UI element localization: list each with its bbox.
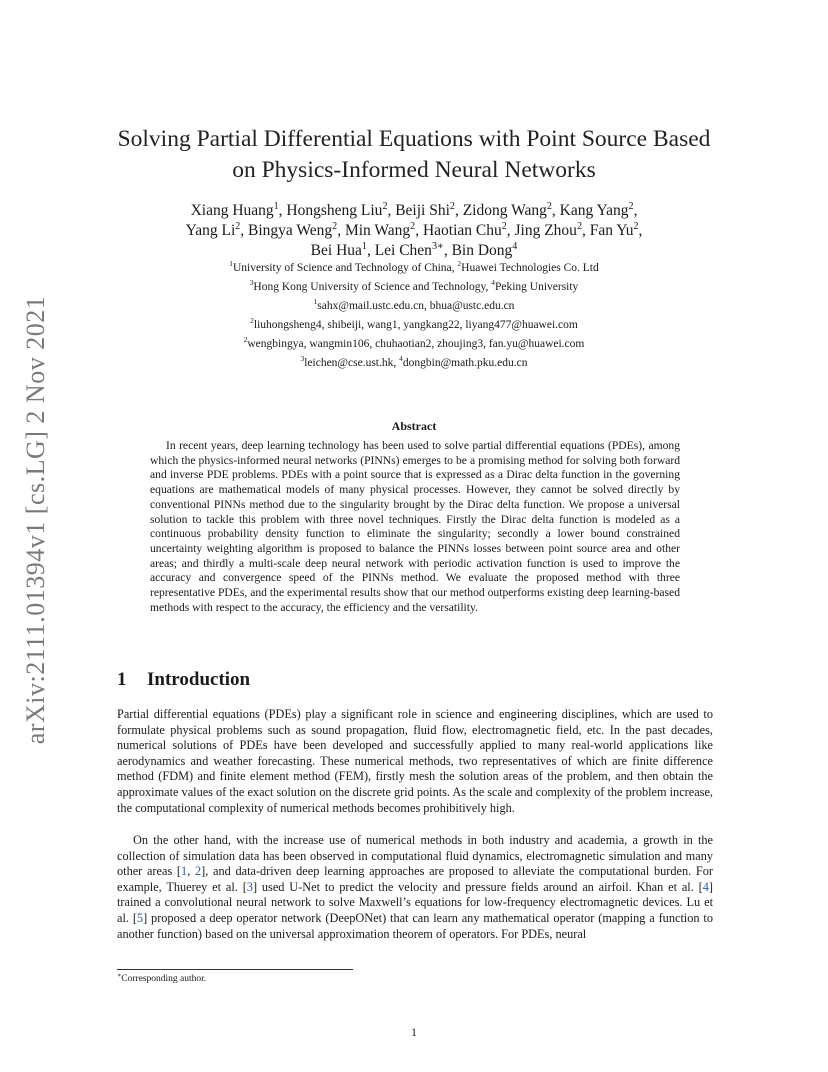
author-affiliation-marker: 1 <box>361 240 367 252</box>
author-affiliation-marker: 2 <box>501 220 507 232</box>
author-list: Xiang Huang$^1$, Hongsheng Liu$^2$, Beiji Shi$^2$, Zidong Wang$^2$, Kang Yang$^2$, Yang Li$^2$, Bingya Weng$^2$, Min Wang$^2$, Haotian Chu$^2$, Jing Zhou$^2$, Fan Yu$^2$, Bei Hua$^1$, Lei Chen$^{3∗}$, Bin Dong$^4$ <box>185 200 643 259</box>
intro-paragraph-2: On the other hand, with the increase use of numerical methods in both industry and academia, a growth in the collection of simulation data has been observed in computational fluid dynamics, electromagnetic simulation and many other areas [1, 2], and data-driven deep learning approaches are proposed to alleviate the computational burden. For example, Thuerey et al. [3] used U-Net to predict the velocity and pressure fields around an airfoil. Khan et al. [4] trained a convolutional neural network to solve Maxwell’s equations for low-frequency electromagnetic devices. Lu et al. [5] proposed a deep operator network (DeepONet) that can learn any mathematical operator (mapping a function to another function) based on the universal approximation theorem of operators. For PDEs, neural <box>117 833 714 941</box>
affiliation-line-2: $^3$Hong Kong University of Science and Technology, $^4$Peking University <box>249 278 579 293</box>
author-name: Bingya Weng <box>248 222 333 239</box>
author-name: Beiji Shi <box>395 202 450 219</box>
author-affiliation-marker: 4 <box>512 240 518 252</box>
affiliation-line-1: $^1$University of Science and Technology of China, $^2$Huawei Technologies Co. Ltd <box>229 259 599 274</box>
citation-link[interactable]: 1 <box>181 864 188 879</box>
author-name: Haotian Chu <box>422 222 502 239</box>
author-affiliation-marker: 2 <box>382 200 388 212</box>
arxiv-identifier: arXiv:2111.01394v1 [cs.LG] 2 Nov 2021 <box>21 295 50 745</box>
author-name: Fan Yu <box>589 222 634 239</box>
footnote: ∗Corresponding author. <box>117 972 207 984</box>
citation-link[interactable]: 2 <box>194 864 202 879</box>
email-line-4: $^3$leichen@cse.ust.hk, $^4$dongbin@math.pku.edu.cn <box>300 354 528 369</box>
intro-paragraph-1: Partial differential equations (PDEs) play a significant role in science and engineering disciplines, which are used to formulate physical problems such as sound propagation, fluid flow, electromagnetic field, etc. In the past decades, numerical solutions of PDEs have been developed and successfully applied to many real-world applications like aerodynamics and weather forecasting. These numerical methods, two representatives of which are finite difference method (FDM) and finite element method (FEM), firstly mesh the solution areas of the problem, and then obtain the approximate values of the exact solution on the discrete grid points. As the scale and complexity of the problem increase, the computational complexity of numerical methods becomes prohibitively high. <box>117 707 713 815</box>
abstract-text: In recent years, deep learning technology has been used to solve partial differential equations (PDEs), among which the physics-informed neural networks (PINNs) emerges to be a promising method for solving both forward and inverse PDE problems. PDEs with a point source that is expressed as a Dirac delta function in the governing equations are mathematical models of many physical processes. However, they cannot be solved directly by conventional PINNs method due to the singularity brought by the Dirac delta function. We propose a universal solution to tackle this problem with three novel techniques. Firstly the Dirac delta function is modeled as a continuous probability density function to eliminate the singularity; secondly a lower bound constrained uncertainty weighting algorithm is proposed to balance the PINNs losses between point source area and other areas; and thirdly a multi-scale deep neural network with periodic activation function is used to improve the accuracy and convergence speed of the PINNs method. We evaluate the proposed method with three representative PDEs, and the experimental results show that our method outperforms existing deep learning-based methods with respect to the accuracy, the efficiency and the versatility. <box>150 439 680 614</box>
author-name: Hongsheng Liu <box>286 202 383 219</box>
author-name: Xiang Huang <box>190 202 274 219</box>
section-heading: 1 Introduction <box>117 669 251 690</box>
page-number: 1 <box>411 1025 417 1039</box>
paper-title: Solving Partial Differential Equations with Point Source Based on Physics-Informed Neural Networks <box>117 126 711 183</box>
author-affiliation-marker: 1 <box>273 200 279 212</box>
citation-link[interactable]: 3 <box>246 879 253 894</box>
citation-link[interactable]: 4 <box>702 879 709 894</box>
email-line-2: $^2$liuhongsheng4, shibeiji, wang1, yangkang22, liyang477@huawei.com <box>250 316 578 331</box>
citation-link[interactable]: 5 <box>136 910 144 925</box>
email-line-1: $^1$sahx@mail.ustc.edu.cn, bhua@ustc.edu.cn <box>313 297 515 312</box>
author-affiliation-marker: 2 <box>449 200 455 212</box>
author-name: Jing Zhou <box>514 222 577 239</box>
author-name: Yang Li <box>185 222 236 239</box>
author-affiliation-marker: 2 <box>628 200 634 212</box>
author-name: Bei Hua <box>310 242 362 259</box>
abstract-heading: Abstract <box>391 419 437 433</box>
author-affiliation-marker: 3∗ <box>431 240 444 252</box>
author-name: Min Wang <box>344 222 411 239</box>
author-affiliation-marker: 2 <box>576 220 582 232</box>
author-name: Zidong Wang <box>462 202 547 219</box>
author-affiliation-marker: 2 <box>633 220 639 232</box>
email-line-3: $^2$wengbingya, wangmin106, chuhaotian2, zhoujing3, fan.yu@huawei.com <box>243 335 585 350</box>
author-affiliation-marker: 2 <box>546 200 552 212</box>
author-name: Kang Yang <box>559 202 629 219</box>
author-affiliation-marker: 2 <box>410 220 416 232</box>
author-affiliation-marker: 2 <box>332 220 338 232</box>
footnote-divider <box>117 969 353 970</box>
author-affiliation-marker: 2 <box>235 220 241 232</box>
author-name: Lei Chen <box>374 242 432 259</box>
author-name: Bin Dong <box>451 242 513 259</box>
